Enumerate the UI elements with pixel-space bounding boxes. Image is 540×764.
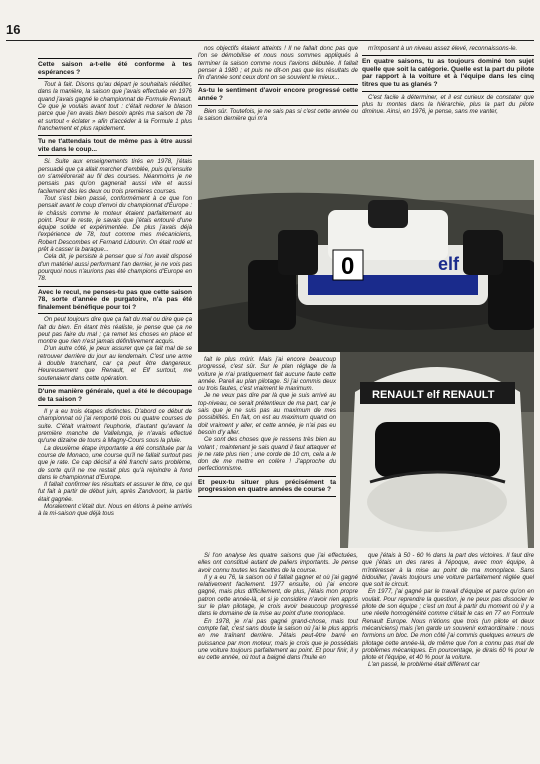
column-1: [38, 55, 192, 520]
answer-paragraph: Si l'on analyse les quatre saisons que j'ai effectuées, elles ont constitué autant de paliers importants. Je pense avoir connu toutes les facettes de la course.: [198, 552, 358, 574]
answer-paragraph: nos objectifs étaient atteints ! Il ne fallait donc pas que l'on se démobilise et nous nous sommes appliqués à terminer la saison comme nous l'avions débutée. Il fallait penser à 1980 ; et puis ne dit-on pas que les résultats de fin d'année sont ceux dont on se souvient le mieux...: [198, 45, 358, 82]
answer-paragraph: C'est facile à déterminer, et il est curieux de constater que plus tu montes dans la hiérarchie, plus la part du pilote diminue. Ainsi, en 1976, je pense, sans me vanter,: [362, 93, 534, 116]
answer-paragraph: m'imposant à un niveau assez élevé, reconnaissons-le.: [368, 45, 518, 52]
answer-paragraph: Il fallait confirmer les résultats et assurer le titre, ce qui fut fait à partir de début juin, après Zandvoort, la partie était gagnée.: [38, 481, 192, 503]
page-number: 16: [6, 22, 21, 37]
interview-answer: [362, 94, 534, 116]
interview-answer: [362, 45, 534, 52]
interview-answer: [38, 81, 192, 132]
answer-paragraph: On peut toujours dire que ça fait du mal ou dire que ça fait du bien. En étant très réaliste, je pense que ça ne peut pas faire du mal ; ça remet les choses en place et montre que rien n'est jamais définitivement acquis.: [38, 316, 192, 346]
interview-answer: [362, 552, 534, 669]
interview-answer: [198, 108, 358, 123]
top-rule: [6, 40, 534, 41]
answer-paragraph: Tout à fait. Disons qu'au départ je souhaitais rééditer, dans la manière, la saison que j'avais effectuée en 1976 quand j'avais gagné le championnat de Formule Renault. Ce que je voulais avant tout : c'était redorer le blason parce que j'en avais bien besoin après ma saison de 78 et surtout « éclater » afin d'accéder à la Formule 1 plus franchement et plus rapidement.: [38, 81, 192, 132]
interview-question: D'une manière générale, quel a été le découpage de ta saison ?: [38, 385, 192, 406]
elf-logo: elf: [438, 254, 460, 274]
interview-question: Avec le recul, ne penses-tu pas que cette saison 78, sorte d'année de purgatoire, n'a pas été finalement bénéfique pour toi ?: [38, 286, 192, 315]
interview-answer: [38, 316, 192, 382]
car-number: 0: [341, 253, 355, 280]
interview-question: Et peux-tu situer plus précisément ta progression en quatre années de course ?: [198, 476, 336, 497]
race-car-photo: [198, 160, 534, 352]
interview-question: Cette saison a-t-elle été conforme à tes espérances ?: [38, 58, 192, 79]
interview-question: As-tu le sentiment d'avoir encore progressé cette année ?: [198, 84, 358, 105]
answer-paragraph: fait le plus mûrir. Mais j'ai encore beaucoup progressé, c'est sûr. Sur le plan réglage de la voiture je n'ai pratiquement fait aucune faute cette année. Pareil au plan pilotage. Si j'ai commis deux ou trois fautes, c'est vraiment le maximum.: [198, 356, 336, 393]
answer-paragraph: Il y a eu 76, la saison où il fallait gagner et où j'ai gagné relativement facilement. 1977 ensuite, où j'ai encore gagné, mais plus difficilement, de plus, j'étais mon propre patron cette année-là, et si je considère n'avoir rien appris sur le plan pilotage, je crois avoir beaucoup progressé dans le domaine de la mise au point d'une monoplace.: [198, 573, 358, 618]
column-3-bottom: [362, 552, 534, 671]
answer-paragraph: La deuxième étape importante a été constituée par la course de Monaco, une course qu'il ne fallait surtout pas que je rate. Ce cap décisif a été franchi sans problème, de sorte qu'il ne me restait plus qu'à rejoindre à fond dans le championnat d'Europe.: [38, 444, 192, 481]
interview-question: Tu ne t'attendais tout de même pas à être aussi vite dans le coup...: [38, 135, 192, 156]
answer-paragraph: Il y a eu trois étapes distinctes. D'abord ce début de championnat où j'ai remporté trois ou quatre courses de suite. C'était vraiment l'euphorie, d'autant qu'avant la première manche de Vallelunga, je n'avais effectué qu'une dizaine de tours à Magny-Cours sous la pluie.: [38, 408, 192, 445]
answer-paragraph: Moralement c'était dur. Nous en étions à peine arrivés à la mi-saison que déjà tous: [38, 503, 192, 518]
driver-helmet-photo: [340, 352, 534, 548]
answer-paragraph: Si. Suite aux enseignements tirés en 1978, j'étais persuadé que ça allait marcher d'emblée, puis qu'ensuite on s'améliorerait au fil des courses. Néanmoins je ne pensais pas qu'on gagnerait aussi vite et aussi facilement dès les deux ou trois premières courses.: [38, 158, 192, 195]
interview-answer: [198, 552, 358, 661]
interview-answer: [198, 45, 358, 81]
answer-paragraph: que j'étais à 50 - 60 % dans la part des victoires. Il faut dire que j'étais un des rares à l'époque, avec mon équipe, à m'intéresser à la mise au point de ma monoplace. Sans bidouiller, j'avais toujours une voiture parfaitement réglée quel que soit le circuit.: [362, 552, 534, 589]
answer-paragraph: Ce sont des choses que je ressens très bien au volant ; maintenant je sais quand il faut attaquer et je ne rate plus rien ; une corde de 10 cm, cela a le don de me mettre en colère ! J'approche du perfectionnisme.: [198, 436, 336, 473]
interview-question: En quatre saisons, tu as toujours dominé ton sujet quelle que soit la catégorie. Quelle est la part du pilote par rapport à la voiture et à l'équipe dans les cinq titres que tu as glanés ?: [362, 55, 534, 91]
answer-paragraph: En 1978, je n'ai pas gagné grand-chose, mais tout compte fait, c'est sans doute la saison où j'ai le plus appris en me traînant derrière. J'étais peut-être barré en puissance par mon moteur, mais je crois que je possédais une voiture toujours parfaitement au point. Et pour finir, il y eu cette année, où tout a baigné dans l'huile en: [198, 617, 358, 662]
answer-paragraph: Je ne veux pas dire par là que je suis arrivé au top-niveau, ce serait prétentieux de ma part, car je sais que je ne suis pas au maximum de mes possibilités. En fait, on est au maximum quand on doit vraiment y aller, et cette année, je n'ai pas eu besoin d'y aller.: [198, 392, 336, 436]
answer-paragraph: Bien sûr. Toutefois, je ne sais pas si c'est cette année ou la saison dernière qui m'a: [198, 107, 358, 122]
answer-paragraph: Tout s'est bien passé, conformément à ce que l'on pensait avant le coup d'envoi du championnat d'Europe : le châssis comme le moteur étaient parfaitement au point. Pour le reste, je savais que j'étais entouré d'une équipe solide et expérimentée. De plus j'avais déjà l'expérience de 78, tout comme mes mécaniciens, Robert Descombes et Fernand Lidourin. On était rodé et prêt à casser la baraque...: [38, 194, 192, 254]
answer-paragraph: D'un autre côté, je peux assurer que ça fait mal de se retrouver derrière du jour au lendemain. C'est une arme à double tranchant, car ça peut être dangereux. Heureusement que Renault, et Elf surtout, me soutenaient dans cette opération.: [38, 345, 192, 382]
column-2-top: [198, 45, 358, 124]
answer-paragraph: L'an passé, le problème était différent car: [368, 661, 480, 669]
answer-paragraph: Cela dit, je persiste à penser que si l'on avait disposé d'un matériel aussi performant l'an dernier, je ne vois pas pourquoi nous n'aurions pas été champions d'Europe en 78.: [38, 253, 192, 283]
column-3-top: [362, 45, 534, 118]
interview-answer: [38, 408, 192, 517]
interview-answer: [38, 158, 192, 282]
column-2-middle: [198, 356, 336, 499]
helmet-brand-text: RENAULT elf RENAULT: [372, 389, 495, 401]
answer-paragraph: En 1977, j'ai gagné par le travail d'équipe et parce qu'on en voulait. Pour reprendre la question, je ne peux pas dissocier le pilote de son équipe ; c'est un tout à partir du moment où il y a une réelle homogénéité comme c'était le cas en 77 en Formule Renault Europe. Nous n'étions que trois (un pilote et deux mécaniciens) mais j'en garde un souvenir extraordinaire : nous formions un bloc. De mon côté j'ai commis quelques erreurs de pilotage cette année-là, de même que l'on a connu pas mal de problèmes mécaniques. En pourcentage, je dirais 60 % pour le pilote et l'équipe, et 40 % pour la voiture.: [362, 588, 534, 662]
column-2-bottom: [198, 552, 358, 663]
interview-answer: [198, 356, 336, 473]
